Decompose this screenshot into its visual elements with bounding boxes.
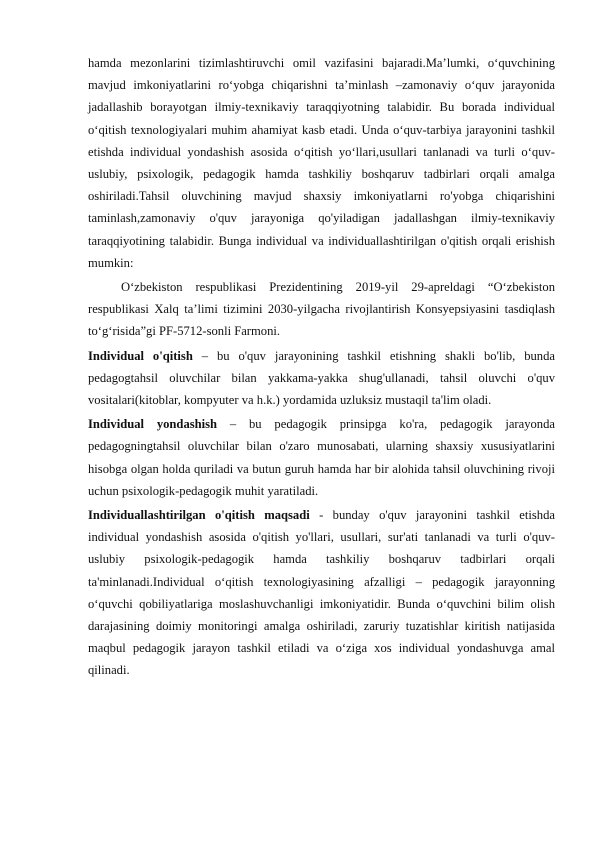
paragraph-decree: O‘zbekiston respublikasi Prezidentining 2019-yil 29-apreldagi “O‘zbekiston respublikasi Xalq ta’limi tizimini 2030-yilgacha rivojlantirish Konsyepsiyasini tasdiqlash to‘g‘risida”gi PF-5712-sonli Farmoni. xyxy=(88,280,555,339)
term-individual-approach: Individual yondashish xyxy=(88,417,218,432)
definition-individual-approach: – bu pedagogik prinsipga ko'ra, pedagogik jarayonda pedagogningtahsil oluvchilar bilan o'zaro munosabati, ularning shaxsiy xususiyatlarini hisobga olgan holda quriladi va butun guruh hamda har bir alohida tahsil oluvchining rivoji uchun psixologik-pedagogik muhit yaratiladi. xyxy=(88,417,555,498)
paragraph-individualized-goal xyxy=(88,504,555,682)
document-page xyxy=(88,52,555,684)
paragraph-individual-teaching xyxy=(88,345,555,412)
paragraph-individual-approach xyxy=(88,413,555,502)
term-individualized-goal: Individuallashtirilgan o'qitish maqsadi xyxy=(88,508,310,523)
definition-individualized-goal: - bunday o'quv jarayonini tashkil etishda individual yondashish asosida o'qitish yo'llari, usullari, sur'ati tanlanadi va turli o'quv-uslubiy psixologik-pedagogik hamda tashkiliy boshqaruv tadbirlari orqali ta'minlanadi.Individual o‘qitish texnologiyasining afzalligi – pedagogik jarayonning o‘quvchi qobiliyatlariga moslashuvchanligi imkoniyatidir. Bunda o‘quvchini bilim olish darajasining doimiy monitoringi amalga oshiriladi, zaruriy tuzatishlar kiritish natijasida maqbul pedagogik jarayon tashkil etiladi va o‘ziga xos individual yondashuvga amal qilinadi. xyxy=(88,508,555,678)
term-individual-teaching: Individual o'qitish xyxy=(88,348,193,363)
definition-individual-teaching: – bu o'quv jarayonining tashkil etishning shakli bo'lib, bunda pedagogtahsil oluvchilar bilan yakkama-yakka shug'ullanadi, tahsil oluvchi o'quv vositalari(kitoblar, kompyuter va h.k.) yordamida uzluksiz mustaqil ta'lim oladi. xyxy=(88,348,555,408)
paragraph-intro: hamda mezonlarini tizimlashtiruvchi omil vazifasini bajaradi.Ma’lumki, o‘quvchining mavjud imkoniyatlarini ro‘yobga chiqarishni ta’minlash –zamonaviy o‘quv jarayonida jadallashib borayotgan ilmiy-texnikaviy taraqqiyotning talabidir. Bu borada individual o‘qitish texnologiyalari muhim ahamiyat kasb etadi. Unda o‘quv-tarbiya jarayonini tashkil etishda individual yondashish asosida o‘qitish yo‘llari,usullari tanlanadi va turli o‘quv-uslubiy, psixologik, pedagogik hamda tashkiliy boshqaruv tadbirlari orqali amalga oshiriladi.Tahsil oluvchining mavjud shaxsiy imkoniyatlarni ro'yobga chiqarishini taminlash,zamonaviy o'quv jarayoniga qo'yiladigan jadallashgan ilmiy-texnikaviy taraqqiyotining talabidir. Bunga individual va individuallashtirilgan o'qitish orqali erishish mumkin: xyxy=(88,56,555,270)
